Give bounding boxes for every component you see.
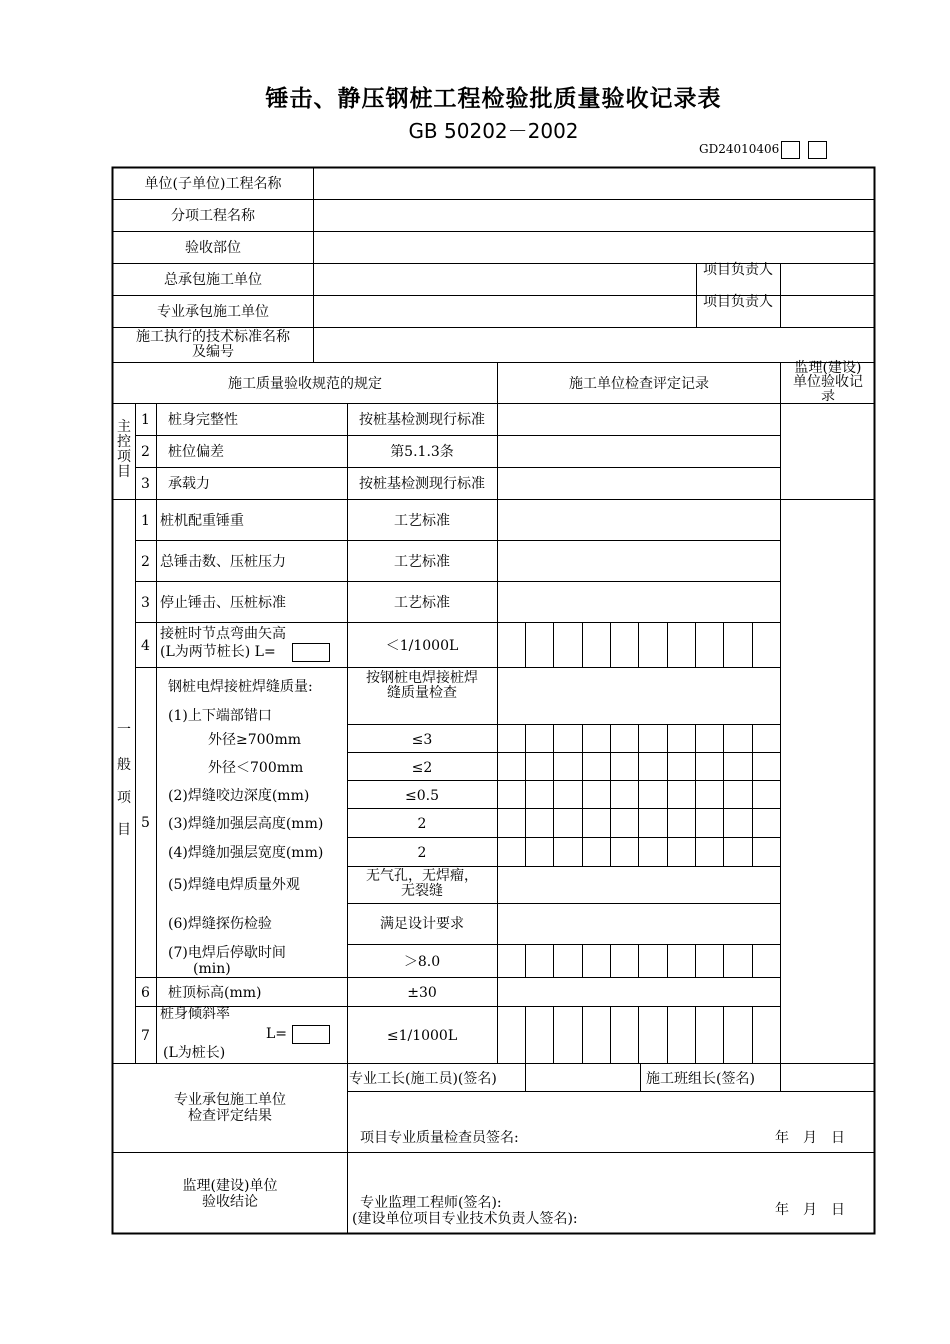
date-2: 年 月 日 xyxy=(775,1202,845,1218)
gen-standard-6: ±30 xyxy=(407,985,437,1001)
form-code: GD24010406 xyxy=(699,142,780,156)
mc-standard-3: 按桩基检测现行标准 xyxy=(359,476,485,492)
weld-std-1b: ≤2 xyxy=(411,760,433,776)
weld-heading-std-1: 按钢桩电焊接桩焊 xyxy=(366,670,478,686)
pile-length-input[interactable] xyxy=(292,1025,330,1044)
gen-standard-3: 工艺标准 xyxy=(394,595,450,611)
weld-sub-1b: 外径＜700mm xyxy=(208,760,304,776)
weld-sub-1: (1)上下端部错口 xyxy=(168,708,272,724)
gen-name-1: 桩机配重锤重 xyxy=(160,513,244,529)
main-control-label-4: 目 xyxy=(117,464,131,480)
team-leader-label: 施工班组长(签名) xyxy=(646,1071,755,1087)
general-label-3: 项 xyxy=(117,790,131,806)
gen-name-3: 停止锤击、压桩标准 xyxy=(160,595,286,611)
mc-standard-2: 第5.1.3条 xyxy=(390,444,454,460)
supervisor-conclusion-1: 监理(建设)单位 xyxy=(182,1178,278,1194)
project-manager-label-1: 项目负责人 xyxy=(703,262,773,278)
weld-sub-5: (5)焊缝电焊质量外观 xyxy=(168,877,300,893)
weld-sub-1a: 外径≥700mm xyxy=(208,732,302,748)
project-manager-label-2: 项目负责人 xyxy=(703,294,773,310)
weld-sub-3: (3)焊缝加强层高度(mm) xyxy=(168,816,324,832)
spec-heading: 施工质量验收规范的规定 xyxy=(228,376,382,392)
sub-project-label: 分项工程名称 xyxy=(171,208,255,224)
weld-heading: 钢桩电焊接桩焊缝质量: xyxy=(168,679,313,695)
weld-std-1a: ≤3 xyxy=(411,732,433,748)
weld-std-7: ＞8.0 xyxy=(403,954,441,970)
mc-name-3: 承载力 xyxy=(168,476,210,492)
contractor-result-2: 检查评定结果 xyxy=(188,1108,272,1124)
main-control-label-1: 主 xyxy=(117,419,131,435)
contractor-result-1: 专业承包施工单位 xyxy=(174,1092,286,1108)
weld-sub-4: (4)焊缝加强层宽度(mm) xyxy=(168,845,324,861)
gen-name-6: 桩顶标高(mm) xyxy=(168,985,262,1001)
weld-std-5a: 无气孔，无焊瘤， xyxy=(366,868,478,884)
standard-name-label-2: 及编号 xyxy=(192,344,234,360)
supervisor-heading-1: 监理(建设) xyxy=(794,360,862,376)
weld-std-5b: 无裂缝 xyxy=(401,883,443,899)
gen-standard-2: 工艺标准 xyxy=(394,554,450,570)
gen-no-3: 3 xyxy=(141,595,150,611)
supervisor-heading-2: 单位验收记 xyxy=(793,374,863,390)
joint-length-input[interactable] xyxy=(292,643,330,662)
gen-name-4a: 接桩时节点弯曲矢高 xyxy=(160,626,286,642)
gen-no-5: 5 xyxy=(141,815,150,831)
owner-rep-label: (建设单位项目专业技术负责人签名): xyxy=(352,1211,578,1227)
supervisor-engineer-label: 专业监理工程师(签名): xyxy=(360,1195,502,1211)
gen-standard-4: ＜1/1000L xyxy=(385,638,459,654)
general-label-1: 一 xyxy=(117,722,131,738)
foreman-label: 专业工长(施工员)(签名) xyxy=(349,1071,497,1087)
acceptance-part-label: 验收部位 xyxy=(185,240,241,256)
date-1: 年 月 日 xyxy=(775,1130,845,1146)
supervisor-heading-3: 录 xyxy=(821,389,835,403)
weld-std-3: 2 xyxy=(417,816,427,832)
standard-name-label-1: 施工执行的技术标准名称 xyxy=(136,329,290,345)
weld-sub-6: (6)焊缝探伤检验 xyxy=(168,916,272,932)
page-title: 锤击、静压钢桩工程检验批质量验收记录表 xyxy=(265,86,722,112)
gen-no-7: 7 xyxy=(141,1028,150,1044)
weld-std-6: 满足设计要求 xyxy=(380,916,464,932)
general-label-4: 目 xyxy=(117,822,131,838)
general-label-2: 般 xyxy=(117,757,131,773)
mc-name-1: 桩身完整性 xyxy=(168,412,238,428)
supervisor-conclusion-2: 验收结论 xyxy=(202,1194,258,1210)
main-control-label-3: 项 xyxy=(117,449,131,465)
inspector-label: 项目专业质量检查员签名: xyxy=(360,1130,519,1146)
mc-no-1: 1 xyxy=(141,412,150,428)
main-control-label-2: 控 xyxy=(117,434,131,450)
mc-standard-1: 按桩基检测现行标准 xyxy=(359,412,485,428)
weld-sub-2: (2)焊缝咬边深度(mm) xyxy=(168,788,310,804)
gen-standard-1: 工艺标准 xyxy=(394,513,450,529)
gen-no-1: 1 xyxy=(141,513,150,529)
mc-no-3: 3 xyxy=(141,476,150,492)
weld-sub-7a: (7)电焊后停歇时间 xyxy=(168,945,286,961)
general-contractor-label: 总承包施工单位 xyxy=(164,272,262,288)
weld-std-2: ≤0.5 xyxy=(405,788,439,804)
gen-name-7b: L= xyxy=(266,1026,288,1042)
gen-name-2: 总锤击数、压桩压力 xyxy=(160,554,286,570)
gen-standard-7: ≤1/1000L xyxy=(386,1028,458,1044)
contractor-record-heading: 施工单位检查评定记录 xyxy=(569,376,709,392)
weld-std-4: 2 xyxy=(417,845,427,861)
gen-name-7c: (L为桩长) xyxy=(163,1045,226,1061)
standard-code: GB 50202－2002 xyxy=(408,119,579,143)
project-name-label: 单位(子单位)工程名称 xyxy=(144,176,282,192)
weld-heading-std-2: 缝质量检查 xyxy=(387,685,457,701)
gen-no-2: 2 xyxy=(141,554,150,570)
mc-no-2: 2 xyxy=(141,444,150,460)
mc-name-2: 桩位偏差 xyxy=(168,444,224,460)
gen-name-4b: (L为两节桩长) L= xyxy=(160,644,276,660)
sub-contractor-label: 专业承包施工单位 xyxy=(157,304,269,320)
gen-no-4: 4 xyxy=(141,638,150,654)
gen-name-7a: 桩身倾斜率 xyxy=(160,1006,230,1022)
gen-no-6: 6 xyxy=(141,985,150,1001)
weld-sub-7b: (min) xyxy=(193,961,231,977)
